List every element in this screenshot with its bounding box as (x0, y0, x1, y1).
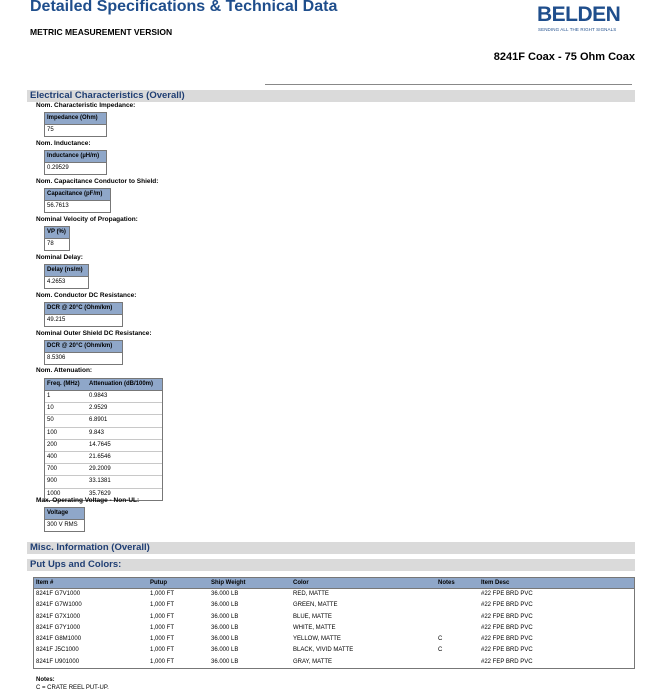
section-putups: Put Ups and Colors: (27, 559, 635, 571)
param-label: Nom. Conductor DC Resistance: (36, 292, 137, 299)
notes-label: Notes: (36, 677, 55, 683)
freq-cell: 200 (47, 441, 58, 448)
section-misc: Misc. Information (Overall) (27, 542, 635, 554)
param-box (44, 340, 123, 365)
table-row (34, 657, 634, 668)
item-cell: 8241F G8M1000 (36, 636, 82, 643)
ship-weight-cell: 36.000 LB (211, 636, 239, 643)
param-value: 56.7613 (47, 203, 69, 209)
table-row (45, 451, 162, 463)
param-box (44, 226, 70, 251)
param-value: 0.29529 (47, 165, 69, 171)
item-desc-cell: #22 FPE BRD PVC (481, 613, 533, 620)
table-row (45, 475, 162, 487)
ship-weight-cell: 36.000 LB (211, 624, 239, 631)
putup-cell: 1,000 FT (150, 591, 175, 597)
freq-cell: 100 (47, 429, 58, 436)
param-label: Nominal Velocity of Propagation: (36, 216, 138, 223)
freq-cell: 1000 (47, 490, 61, 497)
voltage-box (44, 507, 85, 532)
notes-cell: C (438, 636, 443, 643)
logo-tagline: SENDING ALL THE RIGHT SIGNALS (538, 27, 617, 32)
column-header-putup: Putup (150, 580, 167, 586)
column-header-freq: Freq. (MHz) (47, 381, 80, 387)
attenuation-cell: 35.7629 (89, 490, 111, 497)
param-label: Nominal Outer Shield DC Resistance: (36, 330, 152, 337)
ship-weight-cell: 36.000 LB (211, 591, 239, 597)
page-title: Detailed Specifications & Technical Data (30, 0, 338, 15)
color-cell: BLACK, VIVID MATTE (293, 647, 354, 654)
color-cell: BLUE, MATTE (293, 613, 332, 620)
ship-weight-cell: 36.000 LB (211, 613, 239, 620)
voltage-value: 300 V RMS (47, 522, 78, 528)
attenuation-cell: 2.9529 (89, 405, 108, 412)
table-row (34, 600, 634, 611)
param-label: Nom. Characteristic Impedance: (36, 102, 136, 109)
attenuation-table (44, 378, 163, 501)
param-value: 49.215 (47, 317, 66, 323)
param-value: 4.2653 (47, 279, 66, 285)
param-label: Nom. Inductance: (36, 140, 91, 147)
table-row (34, 589, 634, 600)
item-desc-cell: #22 FPE BRD PVC (481, 591, 533, 597)
table-header-row (45, 379, 162, 391)
attenuation-cell: 33.1381 (89, 478, 111, 485)
table-row (45, 391, 162, 402)
putup-cell: 1,000 FT (150, 658, 175, 665)
divider (265, 84, 632, 85)
item-desc-cell: #22 FPE BRD PVC (481, 624, 533, 631)
putup-cell: 1,000 FT (150, 613, 175, 620)
table-header-row (34, 578, 634, 589)
item-cell: 8241F G7X1000 (36, 613, 81, 620)
param-value: 8.5306 (47, 355, 66, 361)
item-desc-cell: #22 FPE BRD PVC (481, 636, 533, 643)
column-header-notes: Notes (438, 580, 455, 586)
belden-logo (537, 3, 627, 36)
product-name: 8241F Coax - 75 Ohm Coax (493, 51, 635, 63)
attenuation-cell: 9.843 (89, 429, 105, 436)
item-cell: 8241F G7W1000 (36, 602, 82, 609)
page-subtitle: METRIC MEASUREMENT VERSION (30, 27, 173, 37)
freq-cell: 700 (47, 466, 58, 473)
notes-cell: C (438, 647, 443, 654)
param-header: DCR @ 20°C (Ohm/km) (45, 303, 122, 315)
param-header: Impedance (Ohm) (45, 113, 106, 125)
color-cell: RED, MATTE (293, 591, 329, 597)
ship-weight-cell: 36.000 LB (211, 658, 239, 665)
table-row (34, 612, 634, 623)
table-row (45, 402, 162, 414)
attenuation-cell: 0.9843 (89, 393, 108, 399)
table-row (34, 634, 634, 645)
item-cell: 8241F G7V1000 (36, 591, 81, 597)
column-header-color: Color (293, 580, 309, 586)
column-header-attenuation: Attenuation (dB/100m) (89, 381, 154, 387)
color-cell: YELLOW, MATTE (293, 636, 341, 643)
param-header: Capacitance (pF/m) (45, 189, 110, 201)
table-row (45, 463, 162, 475)
param-value: 75 (47, 127, 54, 133)
ship-weight-cell: 36.000 LB (211, 602, 239, 609)
freq-cell: 400 (47, 453, 58, 460)
table-row (34, 645, 634, 656)
section-electrical: Electrical Characteristics (Overall) (27, 90, 635, 102)
attenuation-cell: 29.2009 (89, 466, 111, 473)
color-cell: WHITE, MATTE (293, 624, 336, 631)
freq-cell: 900 (47, 478, 58, 485)
notes-text: C = CRATE REEL PUT-UP. (36, 685, 109, 691)
param-box (44, 150, 107, 175)
attenuation-label: Nom. Attenuation: (36, 367, 93, 374)
attenuation-cell: 14.7645 (89, 441, 111, 448)
column-header-ship-weight: Ship Weight (211, 580, 246, 586)
putup-cell: 1,000 FT (150, 624, 175, 631)
item-desc-cell: #22 FPE BRD PVC (481, 602, 533, 609)
item-cell: 8241F U901000 (36, 658, 80, 665)
item-desc-cell: #22 FPE BRD PVC (481, 647, 533, 654)
table-row (45, 427, 162, 439)
item-cell: 8241F G7Y1000 (36, 624, 81, 631)
param-header: VP (%) (45, 227, 69, 239)
ship-weight-cell: 36.000 LB (211, 647, 239, 654)
param-label: Nom. Capacitance Conductor to Shield: (36, 178, 159, 185)
freq-cell: 50 (47, 417, 54, 424)
putup-cell: 1,000 FT (150, 636, 175, 643)
param-box (44, 264, 89, 289)
attenuation-cell: 6.8901 (89, 417, 108, 424)
color-cell: GREEN, MATTE (293, 602, 338, 609)
param-header: DCR @ 20°C (Ohm/km) (45, 341, 122, 353)
logo-wordmark: BELDEN (537, 3, 621, 26)
freq-cell: 1 (47, 393, 51, 399)
putup-cell: 1,000 FT (150, 647, 175, 654)
table-row (34, 623, 634, 634)
param-box (44, 188, 111, 213)
table-row (45, 414, 162, 426)
item-desc-cell: #22 FEP BRD PVC (481, 658, 533, 665)
item-cell: 8241F J5C1000 (36, 647, 79, 654)
param-box (44, 112, 107, 137)
param-label: Nominal Delay: (36, 254, 83, 261)
column-header-item: Item # (36, 580, 54, 586)
param-value: 78 (47, 241, 54, 247)
param-box (44, 302, 123, 327)
putup-cell: 1,000 FT (150, 602, 175, 609)
column-header-item-desc: Item Desc (481, 580, 510, 586)
attenuation-cell: 21.6546 (89, 453, 111, 460)
putups-table (33, 577, 635, 669)
param-header: Delay (ns/m) (45, 265, 88, 277)
param-header: Inductance (µH/m) (45, 151, 106, 163)
freq-cell: 10 (47, 405, 54, 412)
voltage-header: Voltage (45, 508, 84, 520)
voltage-label: Max. Operating Voltage - Non-UL: (36, 497, 140, 504)
table-row (45, 439, 162, 451)
color-cell: GRAY, MATTE (293, 658, 333, 665)
